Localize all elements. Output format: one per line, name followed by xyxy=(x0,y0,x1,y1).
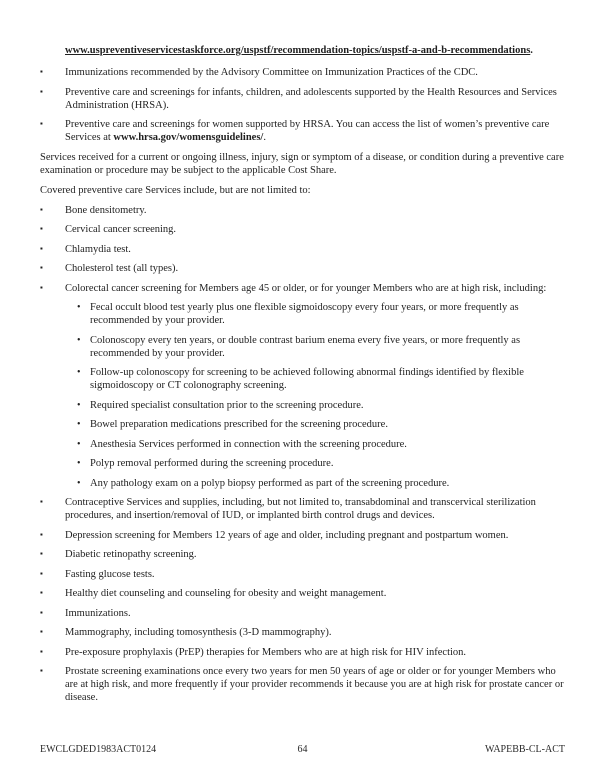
list-item-text-pre: Preventive care and screenings for women supported by HRSA. You can access the list of women’s preventive care Services at xyxy=(65,119,550,143)
list-item xyxy=(65,366,565,392)
list-item-text: Prostate screening examinations once every two years for men 50 years of age or older or for younger Members who are at high risk, and more frequently if your provider recommends it because you are at high risk for prostate cancer or disease. xyxy=(65,666,564,703)
list-item-text: Polyp removal performed during the screening procedure. xyxy=(90,458,334,469)
paragraph-covered-intro: Covered preventive care Services include, but are not limited to: xyxy=(40,184,311,196)
list-item-text: Depression screening for Members 12 years of age and older, including pregnant and postpartum women. xyxy=(65,529,509,541)
bullet-square-icon xyxy=(40,568,65,581)
uspstf-link-heading xyxy=(65,44,565,57)
list-item xyxy=(40,243,565,256)
bullet-square-icon xyxy=(40,262,65,275)
list-item-text: Contraceptive Services and supplies, including, but not limited to, transabdominal and transcervical sterilization procedures, and insertion/removal of IUD, or implanted birth control drugs and devices. xyxy=(65,497,536,521)
list-item-text: Pre-exposure prophylaxis (PrEP) therapies for Members who are at high risk for HIV infection. xyxy=(65,646,467,658)
bullet-square-icon xyxy=(40,204,65,217)
bullet-dot-icon xyxy=(77,301,90,314)
covered-services-list xyxy=(40,204,565,705)
bullet-square-icon xyxy=(40,118,65,131)
list-item xyxy=(40,66,565,79)
bullet-square-icon xyxy=(40,496,65,509)
list-item-text: Bowel preparation medications prescribed for the screening procedure. xyxy=(90,419,388,430)
list-item-text xyxy=(65,282,565,490)
list-item xyxy=(40,665,565,704)
hrsa-womens-guidelines-link: www.hrsa.gov/womensguidelines/ xyxy=(113,132,264,143)
list-item-text-post: . xyxy=(263,132,266,143)
list-item-text: Fasting glucose tests. xyxy=(65,568,155,580)
bullet-square-icon xyxy=(40,282,65,295)
list-item-colorectal xyxy=(40,282,565,490)
list-item-text: Any pathology exam on a polyp biopsy performed as part of the screening procedure. xyxy=(90,477,450,489)
intro-bullet-list xyxy=(40,66,565,144)
bullet-dot-icon xyxy=(77,366,90,379)
list-item xyxy=(40,587,565,600)
list-item-text: Bone densitometry. xyxy=(65,204,147,216)
list-item xyxy=(40,626,565,639)
bullet-square-icon xyxy=(40,646,65,659)
bullet-dot-icon xyxy=(77,438,90,451)
list-item-text: Immunizations. xyxy=(65,607,131,619)
colorectal-sub-list xyxy=(65,301,565,490)
bullet-square-icon xyxy=(40,86,65,99)
bullet-square-icon xyxy=(40,223,65,236)
list-item xyxy=(40,529,565,542)
bullet-square-icon xyxy=(40,548,65,561)
bullet-square-icon xyxy=(40,243,65,256)
bullet-square-icon xyxy=(40,529,65,542)
list-item xyxy=(40,204,565,217)
list-item xyxy=(40,223,565,236)
list-item-text: Colonoscopy every ten years, or double contrast barium enema every five years, or more frequently as recommended by your provider. xyxy=(90,334,521,359)
list-item-text: Chlamydia test. xyxy=(65,243,131,255)
list-item-text: Healthy diet counseling and counseling for obesity and weight management. xyxy=(65,588,387,599)
list-item xyxy=(65,477,565,490)
bullet-square-icon xyxy=(40,587,65,600)
bullet-square-icon xyxy=(40,665,65,678)
list-item-text: Immunizations recommended by the Advisory Committee on Immunization Practices of the CDC. xyxy=(65,67,478,78)
list-item xyxy=(40,496,565,522)
bullet-square-icon xyxy=(40,626,65,639)
bullet-dot-icon xyxy=(77,418,90,431)
list-item-text xyxy=(65,118,565,144)
list-item-text: Follow-up colonoscopy for screening to be achieved following abnormal findings identified by flexible sigmoidoscopy or CT colonography screening. xyxy=(90,367,524,391)
list-item-text: Preventive care and screenings for infants, children, and adolescents supported by the Health Resources and Services Administration (HRSA). xyxy=(65,86,557,111)
footer-page-number: 64 xyxy=(297,744,308,755)
list-item-text: Cholesterol test (all types). xyxy=(65,263,179,274)
list-item xyxy=(65,334,565,360)
list-item xyxy=(40,86,565,112)
list-item xyxy=(40,607,565,620)
list-item xyxy=(40,548,565,561)
bullet-dot-icon xyxy=(77,457,90,470)
link-heading-suffix: . xyxy=(530,45,533,56)
bullet-square-icon xyxy=(40,607,65,620)
list-item xyxy=(40,118,565,144)
list-item-text: Fecal occult blood test yearly plus one flexible sigmoidoscopy every four years, or more frequently as recommended by your provider. xyxy=(90,302,519,326)
list-item xyxy=(65,418,565,431)
list-item xyxy=(65,399,565,412)
bullet-dot-icon xyxy=(77,334,90,347)
list-item xyxy=(40,262,565,275)
footer-form-number: EWCLGDED1983ACT0124 xyxy=(40,744,157,755)
list-item-text: Diabetic retinopathy screening. xyxy=(65,549,197,560)
bullet-square-icon xyxy=(40,66,65,79)
uspstf-recommendations-link[interactable]: www.uspreventiveservicestaskforce.org/uspstf/recommendation-topics/uspstf-a-and-b-recommendations xyxy=(65,45,531,56)
list-item-text: Anesthesia Services performed in connection with the screening procedure. xyxy=(90,438,407,450)
paragraph-cost-share: Services received for a current or ongoing illness, injury, sign or symptom of a disease, or condition during a preventive care examination or procedure may be subject to the applicable Cost Share. xyxy=(40,151,564,176)
list-item xyxy=(65,301,565,327)
list-item-text: Mammography, including tomosynthesis (3-D mammography). xyxy=(65,627,332,638)
list-item xyxy=(40,568,565,581)
page-footer xyxy=(40,744,565,756)
footer-plan-code: WAPEBB-CL-ACT xyxy=(485,744,565,755)
list-item-text: Cervical cancer screening. xyxy=(65,224,177,235)
list-item xyxy=(65,457,565,470)
list-item-text: Colorectal cancer screening for Members age 45 or older, or for younger Members who are at high risk, including: xyxy=(65,282,547,294)
bullet-dot-icon xyxy=(77,477,90,490)
list-item xyxy=(65,438,565,451)
list-item xyxy=(40,646,565,659)
bullet-dot-icon xyxy=(77,399,90,412)
list-item-text: Required specialist consultation prior to the screening procedure. xyxy=(90,399,364,411)
